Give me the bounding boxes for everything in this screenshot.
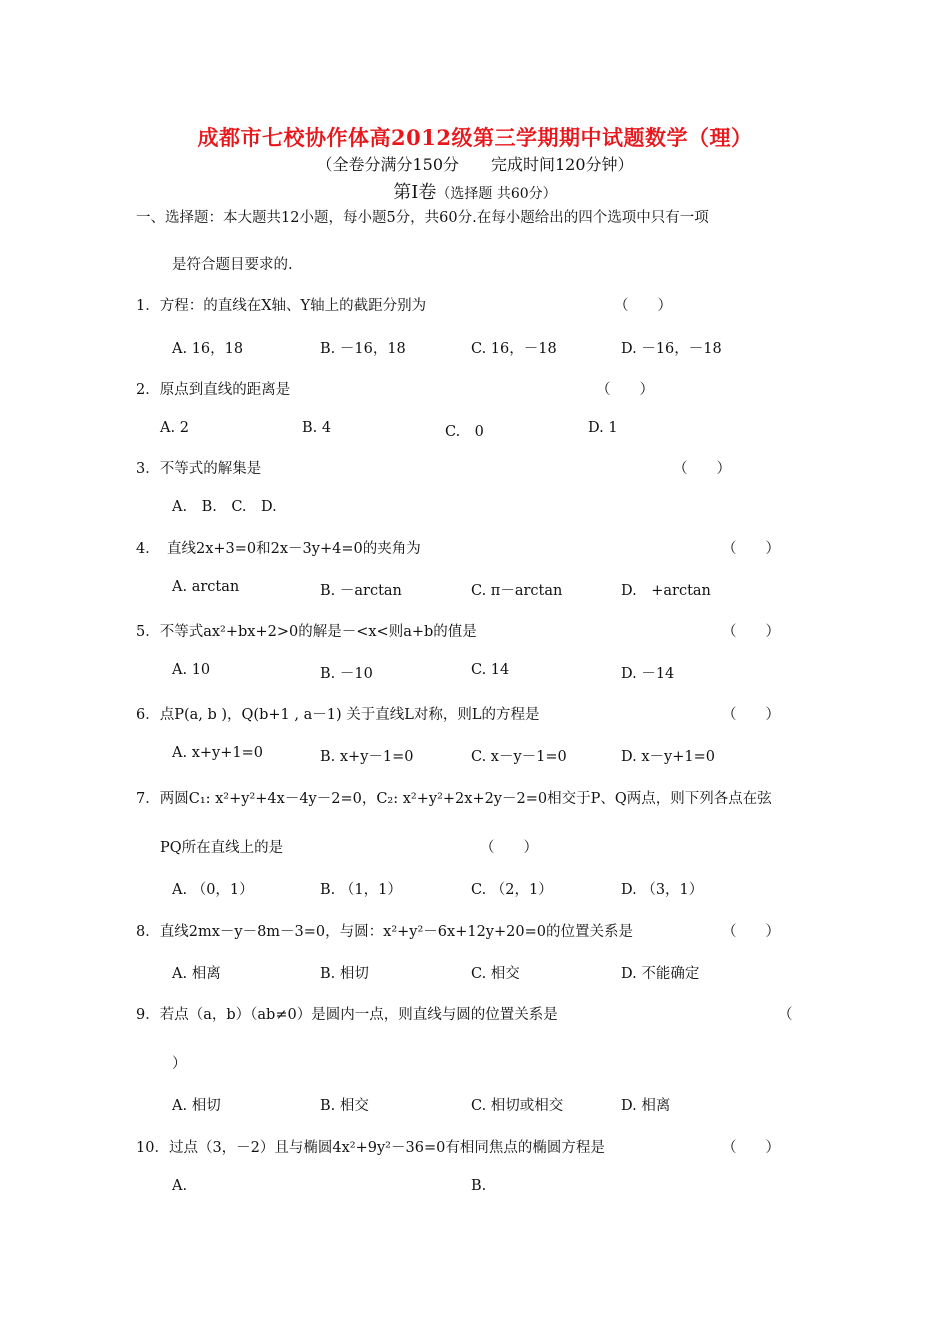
instruction-line-2: 是符合题目要求的.	[172, 257, 293, 273]
question-8-option-c: C. 相交	[471, 966, 520, 982]
page-title: 成都市七校协作体高2012级第三学期期中试题数学（理）	[197, 125, 753, 150]
question-5-option-c: C. 14	[471, 662, 510, 678]
question-10-stem: 10．过点（3，－2）且与椭圆4x²+9y²－36=0有相同焦点的椭圆方程是	[136, 1140, 605, 1156]
question-2-option-c: C. 0	[445, 424, 484, 440]
question-5-option-a: A. 10	[172, 662, 211, 678]
question-5-stem: 5．不等式ax²+bx+2>0的解是－<x<则a+b的值是	[136, 624, 477, 640]
question-4-option-b: B. －arctan	[320, 583, 402, 599]
question-4-option-d: D. +arctan	[621, 583, 711, 599]
question-10-option-b: B.	[471, 1178, 487, 1194]
question-8-option-b: B. 相切	[320, 966, 369, 982]
question-1-answer-blank: （ ）	[614, 298, 672, 314]
question-2-option-a: A. 2	[160, 420, 189, 436]
question-7-stem-continued: PQ所在直线上的是	[160, 840, 284, 856]
question-7-option-b: B. （1，1）	[320, 882, 402, 898]
question-3-answer-blank: （ ）	[673, 461, 731, 477]
question-2-answer-blank: （ ）	[596, 382, 654, 398]
instruction-line-1: 一、选择题：本大题共12小题，每小题5分，共60分.在每小题给出的四个选项中只有一项	[136, 210, 709, 226]
question-1-option-c: C. 16，－18	[471, 341, 557, 357]
question-2-option-d: D. 1	[588, 420, 618, 436]
question-8-option-a: A. 相离	[172, 966, 221, 982]
question-1-stem: 1．方程：的直线在X轴、Y轴上的截距分别为	[136, 298, 427, 314]
section-heading	[0, 178, 950, 204]
question-4-answer-blank: （ ）	[722, 541, 780, 557]
question-6-stem: 6．点P(a, b )，Q(b+1 , a－1) 关于直线L对称，则L的方程是	[136, 707, 540, 723]
question-5-option-d: D. －14	[621, 666, 675, 682]
question-9-option-a: A. 相切	[172, 1098, 221, 1114]
question-6-answer-blank: （ ）	[722, 707, 780, 723]
question-5-answer-blank: （ ）	[722, 624, 780, 640]
question-4-option-a: A. arctan	[172, 579, 240, 595]
question-6-option-a: A. x+y+1=0	[172, 745, 263, 761]
question-7-option-d: D. （3，1）	[621, 882, 704, 898]
question-9-answer-blank-close: ）	[172, 1056, 187, 1072]
question-8-option-d: D. 不能确定	[621, 966, 700, 982]
question-8-stem: 8．直线2mx－y－8m－3=0，与圆：x²+y²－6x+12y+20=0的位置关系是	[136, 924, 633, 940]
section-heading-label: 第Ⅰ卷	[393, 182, 437, 203]
question-1-option-a: A. 16，18	[172, 341, 244, 357]
question-1-option-d: D. －16，－18	[621, 341, 722, 357]
question-1-option-b: B. －16，18	[320, 341, 406, 357]
question-9-answer-blank-open: （	[778, 1007, 793, 1023]
question-4-stem: 4． 直线2x+3=0和2x－3y+4=0的夹角为	[136, 541, 421, 557]
question-6-option-c: C. x－y－1=0	[471, 749, 567, 765]
question-7-answer-blank: （ ）	[480, 840, 538, 856]
question-10-option-a: A.	[172, 1178, 188, 1194]
question-9-stem: 9．若点（a，b）（ab≠0）是圆内一点，则直线与圆的位置关系是	[136, 1007, 558, 1023]
exam-subtitle: （全卷分满分150分 完成时间120分钟）	[316, 155, 634, 174]
question-7-option-a: A. （0，1）	[172, 882, 254, 898]
question-5-option-b: B. －10	[320, 666, 373, 682]
question-6-option-d: D. x－y+1=0	[621, 749, 715, 765]
question-4-option-c: C. π－arctan	[471, 583, 563, 599]
question-9-option-d: D. 相离	[621, 1098, 671, 1114]
question-9-option-c: C. 相切或相交	[471, 1098, 564, 1114]
section-heading-note: （选择题 共60分）	[436, 186, 557, 202]
question-7-option-c: C. （2，1）	[471, 882, 553, 898]
question-8-answer-blank: （ ）	[722, 924, 780, 940]
question-9-option-b: B. 相交	[320, 1098, 369, 1114]
question-7-stem: 7．两圆C₁: x²+y²+4x－4y－2=0，C₂: x²+y²+2x+2y－2=0相交于P、Q两点，则下列各点在弦	[136, 791, 772, 807]
question-2-stem: 2．原点到直线的距离是	[136, 382, 291, 398]
question-3-options: A. B. C. D.	[172, 499, 277, 515]
question-6-option-b: B. x+y－1=0	[320, 749, 414, 765]
question-3-stem: 3．不等式的解集是	[136, 461, 262, 477]
question-2-option-b: B. 4	[302, 420, 332, 436]
question-10-answer-blank: （ ）	[722, 1140, 780, 1156]
